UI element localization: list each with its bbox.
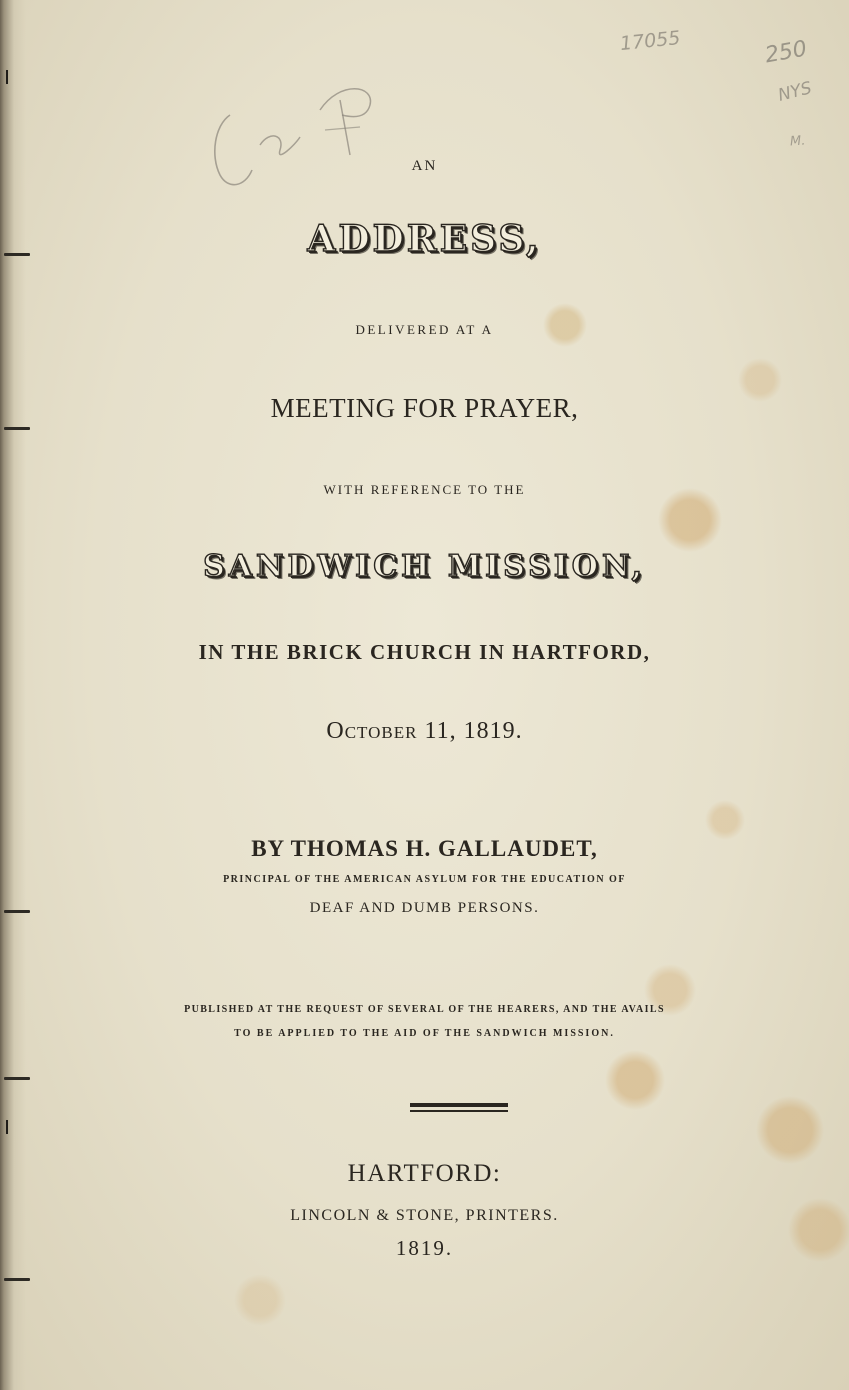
pencil-inventory-number: 17055 (619, 26, 682, 56)
reference-line: WITH REFERENCE TO THE (323, 482, 526, 497)
author-line: BY THOMAS H. GALLAUDET, (251, 836, 598, 861)
meeting-heading: MEETING FOR PRAYER, (270, 393, 579, 423)
pencil-price: 250 (763, 36, 809, 69)
title-article: AN (411, 158, 438, 174)
binding-stitch (4, 1278, 30, 1281)
imprint-year: 1819. (395, 1236, 454, 1260)
binding-stitch (4, 1077, 30, 1080)
imprint-printers: LINCOLN & STONE, PRINTERS. (290, 1207, 559, 1224)
pencil-code: NYS (776, 78, 814, 106)
publication-note-line-1: PUBLISHED AT THE REQUEST OF SEVERAL OF THE HEARERS, AND THE AVAILS (184, 1004, 665, 1015)
title-address: ADDRESS, (307, 218, 542, 260)
imprint-place: HARTFORD: (347, 1160, 502, 1187)
date-line (0, 718, 849, 745)
date-rest: 11, 1819. (417, 718, 523, 744)
publication-note-line-2: TO BE APPLIED TO THE AID OF THE SANDWICH MISSION. (234, 1028, 615, 1039)
date-month: October (326, 718, 418, 744)
decorative-rule-thin (410, 1110, 508, 1112)
pencil-scribble (200, 75, 400, 215)
pencil-initial: M. (789, 133, 806, 150)
author-title-line-2: DEAF AND DUMB PERSONS. (309, 900, 540, 916)
church-line: IN THE BRICK CHURCH IN HARTFORD, (198, 640, 651, 664)
delivered-line: DELIVERED AT A (355, 322, 494, 337)
author-title-line: PRINCIPAL OF THE AMERICAN ASYLUM FOR THE EDUCATION OF (223, 874, 626, 885)
binding-stitch (4, 427, 30, 430)
spine-mark (6, 70, 8, 84)
decorative-rule (410, 1103, 508, 1107)
sandwich-mission-heading: SANDWICH MISSION, (203, 549, 646, 584)
spine-mark (6, 1120, 8, 1134)
